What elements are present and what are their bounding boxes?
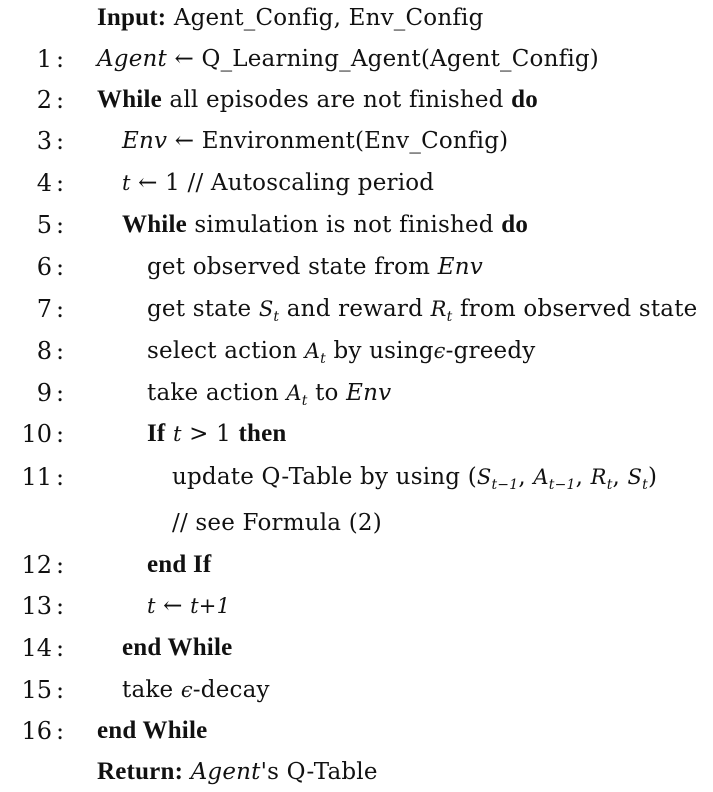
algo-line-3 (0, 121, 713, 161)
line-colon: : (56, 45, 65, 73)
if-keyword: If (147, 420, 166, 447)
line-colon: : (56, 295, 65, 323)
epsilon-symbol: ϵ (180, 678, 193, 702)
line-colon: : (56, 337, 65, 365)
line-number: 3 (36, 127, 52, 155)
algo-line-9 (0, 373, 713, 413)
end-while-keyword: end While (97, 717, 208, 744)
line-text: 1 // Autoscaling period (165, 170, 435, 196)
algo-line-11-comment (0, 503, 713, 543)
algo-line-15 (0, 670, 713, 710)
end-if-keyword: end If (147, 551, 212, 578)
var-action: $A_t$ (286, 381, 308, 409)
algo-line-12 (0, 545, 713, 585)
line-text: and reward (286, 296, 424, 322)
line-number: 1 (36, 45, 52, 73)
var-t: t (147, 594, 156, 618)
var-t: t (172, 422, 182, 446)
var-action-prev: $A_{t-1}$ (533, 465, 576, 493)
line-colon: : (56, 86, 65, 114)
var-t: t (122, 171, 131, 195)
assign-arrow: ← (174, 128, 195, 154)
var-state-prev: $S_{t-1}$ (476, 465, 519, 493)
algo-line-11: 11 : update Q-Table by using ($S_{t-1}$, $A_{t-1}$, $R_t$, $S_t$) (0, 457, 713, 497)
input-text: Agent_Config, Env_Config (173, 5, 484, 31)
line-number: 11 (21, 463, 52, 491)
line-colon: : (56, 463, 65, 491)
line-text: from observed state (459, 296, 698, 322)
var-action: $A_t$ (304, 339, 326, 367)
line-colon: : (56, 169, 65, 197)
line-text: update Q-Table by using ( (172, 464, 477, 490)
algo-line-13 (0, 586, 713, 626)
var-env: Env (437, 254, 483, 280)
algo-line-5 (0, 205, 713, 245)
epsilon-symbol: ϵ (433, 339, 446, 363)
line-number: 15 (21, 676, 52, 704)
input-keyword: Input: (97, 4, 167, 31)
line-number: 5 (36, 211, 52, 239)
line-number: 9 (36, 379, 52, 407)
line-number: 16 (21, 717, 52, 745)
line-text: select action (147, 338, 298, 364)
var-env: Env (346, 380, 392, 406)
algo-line-14 (0, 628, 713, 668)
return-text: 's Q-Table (260, 759, 378, 785)
return-keyword: Return: (97, 758, 184, 785)
while-keyword: While (97, 86, 162, 113)
line-text: get state (147, 296, 252, 322)
line-colon: : (56, 676, 65, 704)
assign-arrow: ← (163, 593, 183, 619)
line-colon: : (56, 634, 65, 662)
line-number: 2 (36, 86, 52, 114)
line-colon: : (56, 253, 65, 281)
return-line (0, 752, 713, 792)
line-text: simulation is not finished (194, 212, 494, 238)
line-text: t+1 (190, 594, 231, 618)
algo-line-16 (0, 711, 713, 751)
input-line (0, 0, 713, 38)
line-number: 8 (36, 337, 52, 365)
line-colon: : (56, 379, 65, 407)
while-keyword: While (122, 211, 187, 238)
var-reward: $R_t$ (430, 297, 453, 325)
then-keyword: then (238, 420, 287, 447)
operator: > (189, 421, 209, 447)
line-number: 7 (36, 295, 52, 323)
line-number: 4 (36, 169, 52, 197)
line-text: to (315, 380, 339, 406)
line-text: -decay (192, 677, 270, 703)
do-keyword: do (501, 211, 529, 238)
line-text: by using (333, 338, 434, 364)
line-colon: : (56, 211, 65, 239)
line-text: get observed state from (147, 254, 431, 280)
line-text: Q_Learning_Agent(Agent_Config) (201, 46, 599, 72)
do-keyword: do (511, 86, 538, 113)
var-reward: $R_t$ (590, 465, 613, 493)
line-text: take (122, 677, 174, 703)
algo-line-8 (0, 331, 713, 371)
var-agent: Agent (190, 759, 261, 785)
algo-line-2 (0, 80, 713, 120)
algo-line-7 (0, 289, 713, 329)
line-text: take action (147, 380, 279, 406)
var-agent: Agent (97, 46, 167, 72)
line-colon: : (56, 717, 65, 745)
line-number: 12 (21, 551, 52, 579)
algo-line-10 (0, 414, 713, 454)
var-state: $S_t$ (627, 465, 648, 493)
line-number: 13 (21, 592, 52, 620)
line-text: Environment(Env_Config) (201, 128, 509, 154)
algo-line-4 (0, 163, 713, 203)
var-state: $S_t$ (258, 297, 280, 325)
algo-line-6 (0, 247, 713, 287)
line-colon: : (56, 420, 65, 448)
assign-arrow: ← (174, 46, 194, 72)
algo-line-1 (0, 39, 713, 79)
line-colon: : (56, 592, 65, 620)
line-colon: : (56, 551, 65, 579)
comment-text: // see Formula (2) (172, 510, 382, 536)
end-while-keyword: end While (122, 634, 233, 661)
line-text: all episodes are not finished (169, 87, 504, 113)
line-number: 10 (21, 420, 52, 448)
assign-arrow: ← (138, 170, 158, 196)
line-number: 14 (21, 634, 52, 662)
line-number: 6 (36, 253, 52, 281)
var-env: Env (122, 128, 168, 154)
line-colon: : (56, 127, 65, 155)
line-text: -greedy (445, 338, 536, 364)
value: 1 (216, 421, 231, 447)
